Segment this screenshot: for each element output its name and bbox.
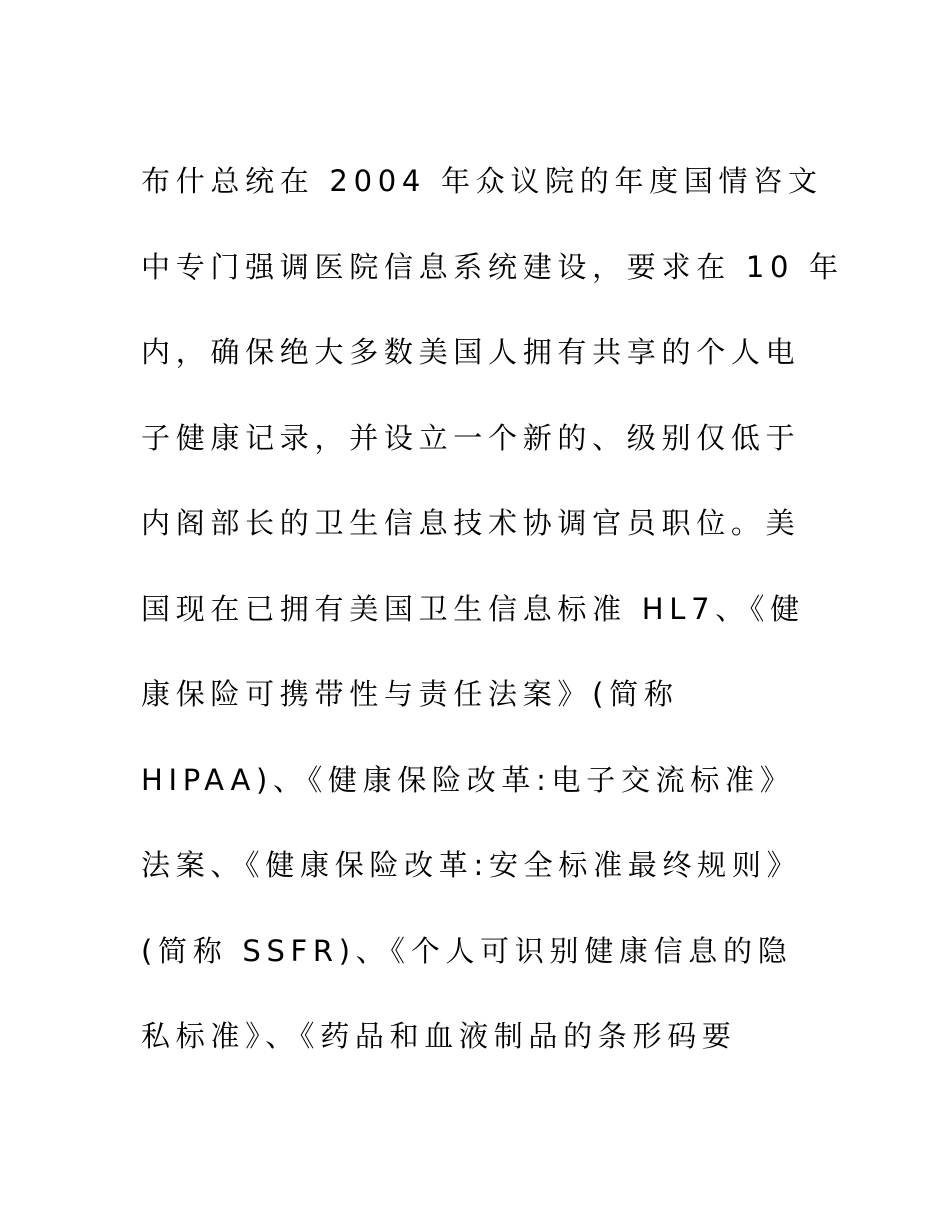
body-paragraph bbox=[141, 159, 844, 1100]
text-line: 法案、《健康保险改革:安全标准最终规则》 bbox=[141, 848, 802, 882]
text-line: 国现在已拥有美国卫生信息标准 HL7、《健 bbox=[141, 591, 805, 626]
text-line: 布什总统在 2004 年众议院的年度国情咨文 bbox=[141, 164, 823, 198]
text-line: (简称 SSFR)、《个人可识别健康信息的隐 bbox=[141, 933, 793, 968]
text-line: 中专门强调医院信息系统建设，要求在 10 年 bbox=[141, 249, 844, 284]
text-line: HIPAA)、《健康保险改革:电子交流标准》 bbox=[141, 762, 795, 797]
text-line: 私标准》、《药品和血液制品的条形码要 bbox=[141, 1019, 737, 1053]
text-line: 内，确保绝大多数美国人拥有共享的个人电 bbox=[141, 335, 801, 369]
text-line: 子健康记录，并设立一个新的、级别仅低于 bbox=[141, 420, 801, 455]
text-line: 康保险可携带性与责任法案》(简称 bbox=[141, 677, 679, 711]
text-line: 内阁部长的卫生信息技术协调官员职位。美 bbox=[141, 506, 801, 540]
